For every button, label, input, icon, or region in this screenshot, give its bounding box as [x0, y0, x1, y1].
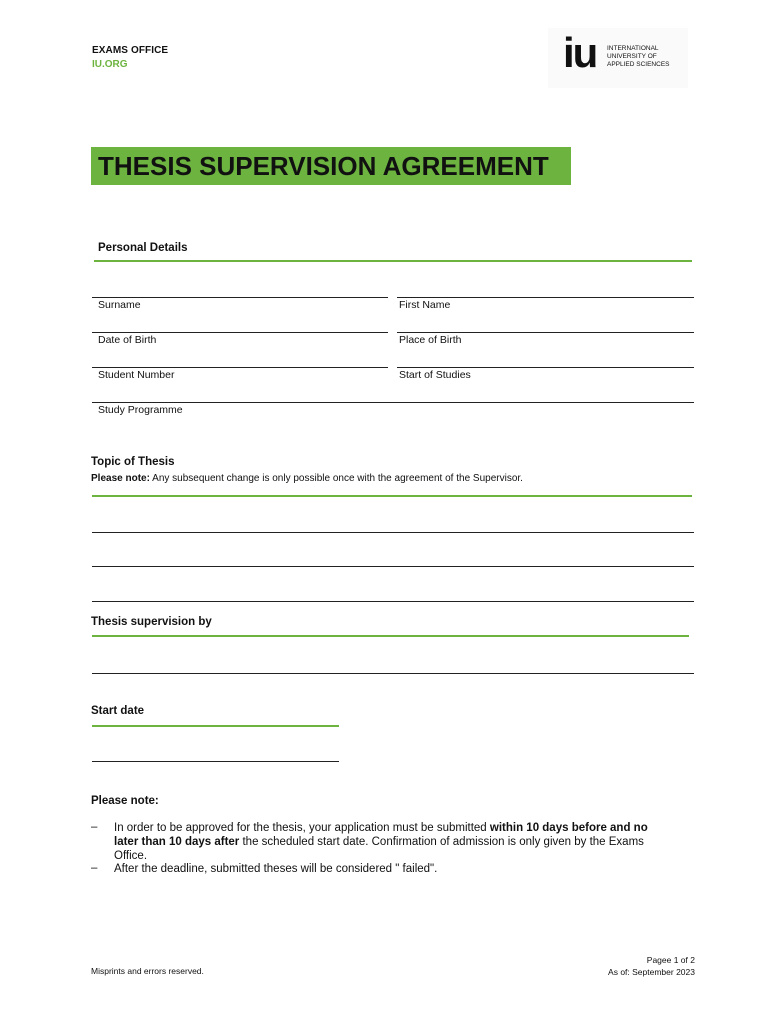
logo-text: INTERNATIONAL UNIVERSITY OF APPLIED SCIENCES: [607, 45, 670, 68]
office-name: EXAMS OFFICE: [92, 45, 169, 56]
topic-heading: Topic of Thesis: [91, 456, 175, 468]
surname-label: Surname: [98, 299, 141, 311]
topic-note-text: Any subsequent change is only possible once with the agreement of the Supervisor.: [149, 473, 523, 484]
topic-line-3[interactable]: [92, 601, 694, 602]
logo-mark: iu: [563, 29, 597, 76]
first-name-field[interactable]: [397, 297, 694, 298]
date-of-birth-field[interactable]: [92, 332, 388, 333]
date-of-birth-label: Date of Birth: [98, 334, 157, 346]
please-note-bullet-1: In order to be approved for the thesis, your application must be submitted within 10 days before and no later than 10 days after the scheduled start date. Confirmation of admission is only given by the Exams Office.: [114, 822, 648, 862]
study-programme-field[interactable]: [92, 402, 694, 403]
footer-disclaimer: Misprints and errors reserved.: [91, 966, 204, 976]
start-date-heading: Start date: [91, 705, 145, 717]
supervision-rule: [92, 635, 689, 637]
topic-rule: [92, 495, 692, 497]
supervision-heading: Thesis supervision by: [91, 616, 212, 628]
place-of-birth-field[interactable]: [397, 332, 694, 333]
start-date-rule: [92, 725, 339, 727]
place-of-birth-label: Place of Birth: [399, 334, 462, 346]
first-name-label: First Name: [399, 299, 451, 311]
student-number-label: Student Number: [98, 369, 175, 381]
please-note-heading: Please note:: [91, 795, 159, 807]
deadline-emphasis: within 10 days before and no later than 10 days after: [114, 822, 648, 848]
topic-note: [91, 473, 523, 484]
personal-details-heading: Personal Details: [98, 242, 188, 254]
as-of-date: As of: September 2023: [608, 967, 695, 977]
topic-line-2[interactable]: [92, 566, 694, 567]
study-programme-label: Study Programme: [98, 404, 183, 416]
university-logo: [548, 28, 688, 88]
personal-details-rule: [94, 260, 692, 262]
bullet-dash-1: –: [91, 821, 98, 833]
site-url[interactable]: IU.ORG: [92, 59, 128, 70]
page-number: Pagee 1 of 2: [646, 955, 695, 965]
title-banner: [91, 147, 571, 185]
please-note-bullet-2: After the deadline, submitted theses will be considered " failed".: [114, 863, 438, 875]
bullet-dash-2: –: [91, 862, 98, 874]
footer-page-info: [608, 954, 695, 978]
surname-field[interactable]: [92, 297, 388, 298]
page-title: THESIS SUPERVISION AGREEMENT: [98, 151, 549, 181]
start-of-studies-field[interactable]: [397, 367, 694, 368]
supervisor-field[interactable]: [92, 673, 694, 674]
start-of-studies-label: Start of Studies: [399, 369, 471, 381]
topic-line-1[interactable]: [92, 532, 694, 533]
start-date-field[interactable]: [92, 761, 339, 762]
student-number-field[interactable]: [92, 367, 388, 368]
topic-note-bold: Please note:: [91, 473, 150, 484]
